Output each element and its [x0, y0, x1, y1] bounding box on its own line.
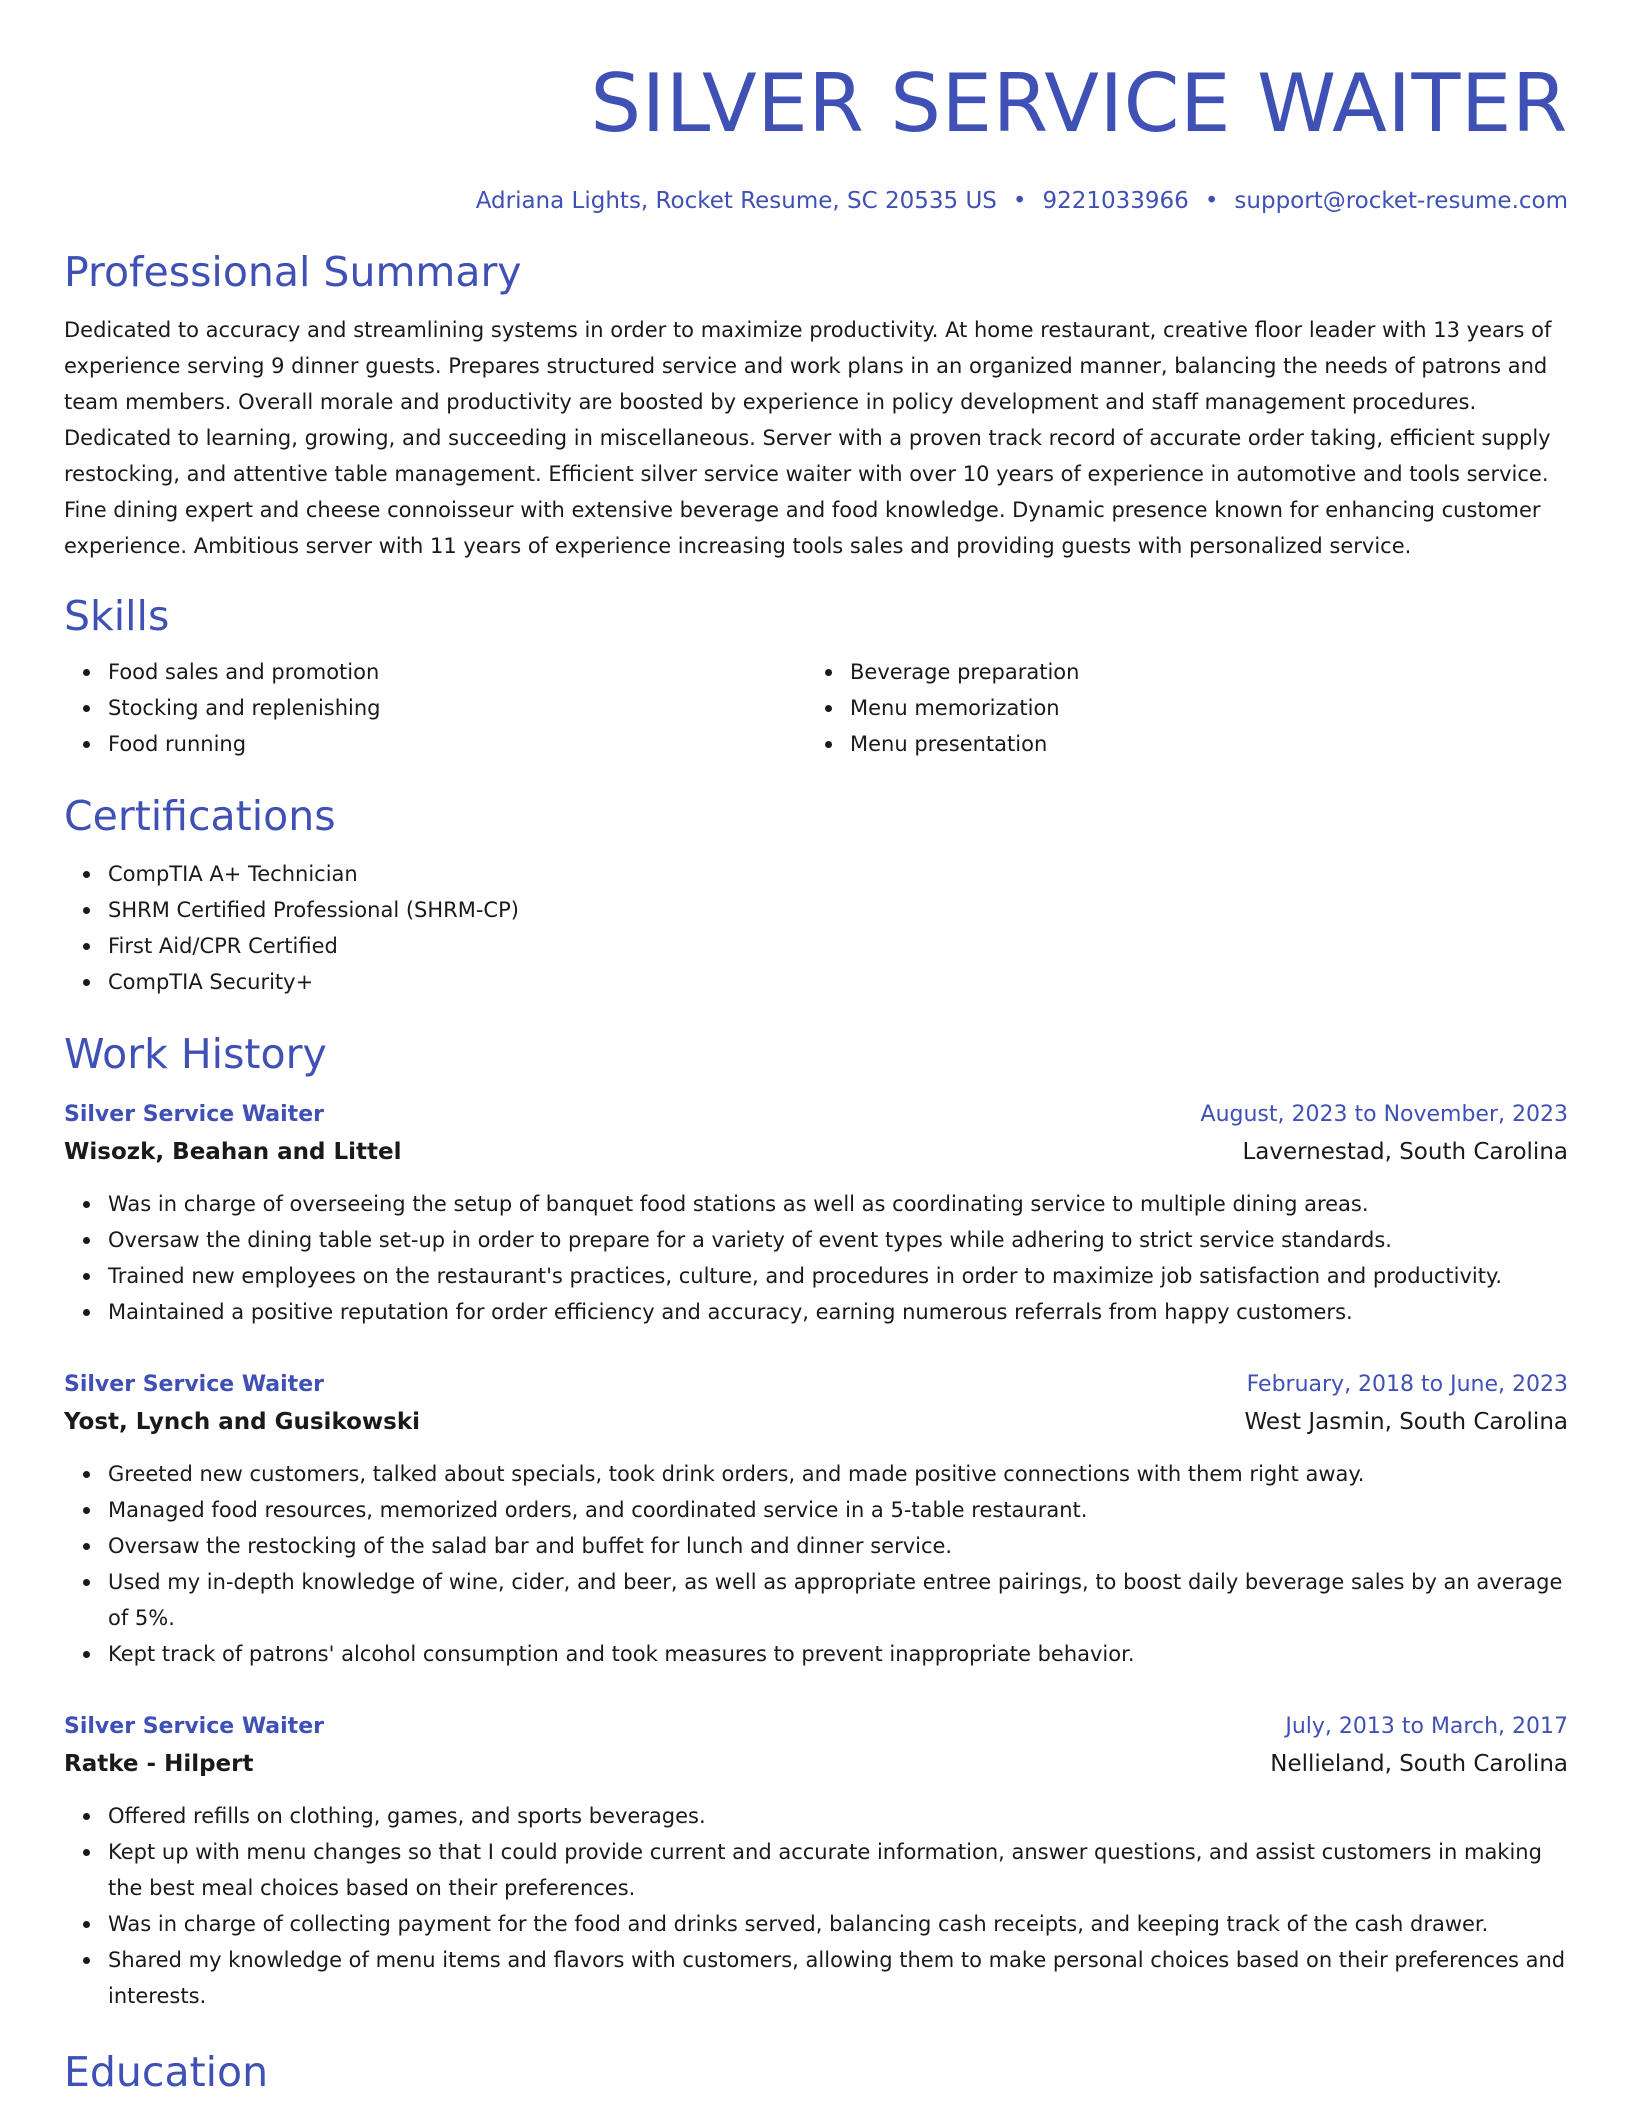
job-company: Yost, Lynch and Gusikowski — [64, 1409, 421, 1435]
work-history-heading: Work History — [64, 1030, 327, 1078]
job-title: Silver Service Waiter — [64, 1714, 324, 1739]
job-company-row — [64, 1132, 1568, 1172]
job-bullets — [64, 1798, 1568, 2014]
job-bullet: Offered refills on clothing, games, and sports beverages. — [108, 1798, 1568, 1834]
skills-column-left — [64, 654, 806, 762]
education-heading: Education — [64, 2048, 269, 2096]
job-location: West Jasmin, South Carolina — [1244, 1409, 1568, 1435]
job-entry — [64, 1098, 1568, 1330]
certification-item: First Aid/CPR Certified — [108, 928, 1568, 964]
skill-item: Menu memorization — [850, 690, 1548, 726]
job-bullet: Trained new employees on the restaurant's practices, culture, and procedures in order to maximize job satisfaction and productivity. — [108, 1258, 1568, 1294]
job-entry — [64, 1368, 1568, 1672]
job-bullet: Shared my knowledge of menu items and flavors with customers, allowing them to make personal choices based on their preferences and interests. — [108, 1942, 1568, 2014]
certification-item: SHRM Certified Professional (SHRM-CP) — [108, 892, 1568, 928]
job-dates: August, 2023 to November, 2023 — [1200, 1102, 1568, 1127]
skills-column-right — [806, 654, 1548, 762]
job-bullet: Managed food resources, memorized orders, and coordinated service in a 5-table restaurant. — [108, 1492, 1568, 1528]
job-dates: July, 2013 to March, 2017 — [1285, 1714, 1568, 1739]
contact-line — [64, 186, 1568, 216]
job-company: Wisozk, Beahan and Littel — [64, 1139, 402, 1165]
job-company-row — [64, 1402, 1568, 1442]
skill-item: Stocking and replenishing — [108, 690, 806, 726]
summary-heading: Professional Summary — [64, 248, 522, 296]
contact-phone: 9221033966 — [1042, 188, 1189, 214]
contact-address: Adriana Lights, Rocket Resume, SC 20535 US — [475, 188, 997, 214]
job-header-row — [64, 1098, 1568, 1132]
job-bullet: Used my in-depth knowledge of wine, cider, and beer, as well as appropriate entree pairings, to boost daily beverage sales by an average of 5%. — [108, 1564, 1568, 1636]
job-company: Ratke - Hilpert — [64, 1751, 254, 1777]
job-bullet: Greeted new customers, talked about specials, took drink orders, and made positive connections with them right away. — [108, 1456, 1568, 1492]
job-location: Lavernestad, South Carolina — [1242, 1139, 1568, 1165]
skill-item: Menu presentation — [850, 726, 1548, 762]
job-title: Silver Service Waiter — [64, 1102, 324, 1127]
job-title: Silver Service Waiter — [64, 1372, 324, 1397]
contact-separator: • — [1204, 188, 1219, 214]
job-header-row — [64, 1710, 1568, 1744]
skills-list — [64, 654, 1568, 762]
job-location: Nellieland, South Carolina — [1270, 1751, 1568, 1777]
job-bullet: Was in charge of overseeing the setup of banquet food stations as well as coordinating service to multiple dining areas. — [108, 1186, 1568, 1222]
job-company-row — [64, 1744, 1568, 1784]
job-dates: February, 2018 to June, 2023 — [1246, 1372, 1568, 1397]
certifications-heading: Certifications — [64, 792, 336, 840]
certification-item: CompTIA Security+ — [108, 964, 1568, 1000]
job-entry — [64, 1710, 1568, 2014]
job-bullets — [64, 1456, 1568, 1672]
skill-item: Food sales and promotion — [108, 654, 806, 690]
job-bullet: Was in charge of collecting payment for the food and drinks served, balancing cash receipts, and keeping track of the cash drawer. — [108, 1906, 1568, 1942]
contact-separator: • — [1012, 188, 1027, 214]
job-bullet: Oversaw the dining table set-up in order to prepare for a variety of event types while adhering to strict service standards. — [108, 1222, 1568, 1258]
job-bullets — [64, 1186, 1568, 1330]
skills-heading: Skills — [64, 592, 170, 640]
job-bullet: Oversaw the restocking of the salad bar and buffet for lunch and dinner service. — [108, 1528, 1568, 1564]
page-title: SILVER SERVICE WAITER — [590, 57, 1568, 150]
certifications-list — [64, 856, 1568, 1000]
skill-item: Food running — [108, 726, 806, 762]
job-bullet: Kept track of patrons' alcohol consumption and took measures to prevent inappropriate behavior. — [108, 1636, 1568, 1672]
certification-item: CompTIA A+ Technician — [108, 856, 1568, 892]
contact-email: support@rocket-resume.com — [1234, 188, 1568, 214]
summary-text: Dedicated to accuracy and streamlining systems in order to maximize productivity. At home restaurant, creative floor leader with 13 years of experience serving 9 dinner guests. Prepares structured service and work plans in an organized manner, balancing the needs of patrons and team members. Overall morale and productivity are boosted by experience in policy development and staff management procedures. Dedicated to learning, growing, and succeeding in miscellaneous. Server with a proven track record of accurate order taking, efficient supply restocking, and attentive table management. Efficient silver service waiter with over 10 years of experience in automotive and tools service. Fine dining expert and cheese connoisseur with extensive beverage and food knowledge. Dynamic presence known for enhancing customer experience. Ambitious server with 11 years of experience increasing tools sales and providing guests with personalized service. — [64, 318, 1552, 558]
job-bullet: Kept up with menu changes so that I could provide current and accurate information, answer questions, and assist customers in making the best meal choices based on their preferences. — [108, 1834, 1568, 1906]
job-header-row — [64, 1368, 1568, 1402]
skill-item: Beverage preparation — [850, 654, 1548, 690]
job-bullet: Maintained a positive reputation for order efficiency and accuracy, earning numerous referrals from happy customers. — [108, 1294, 1568, 1330]
